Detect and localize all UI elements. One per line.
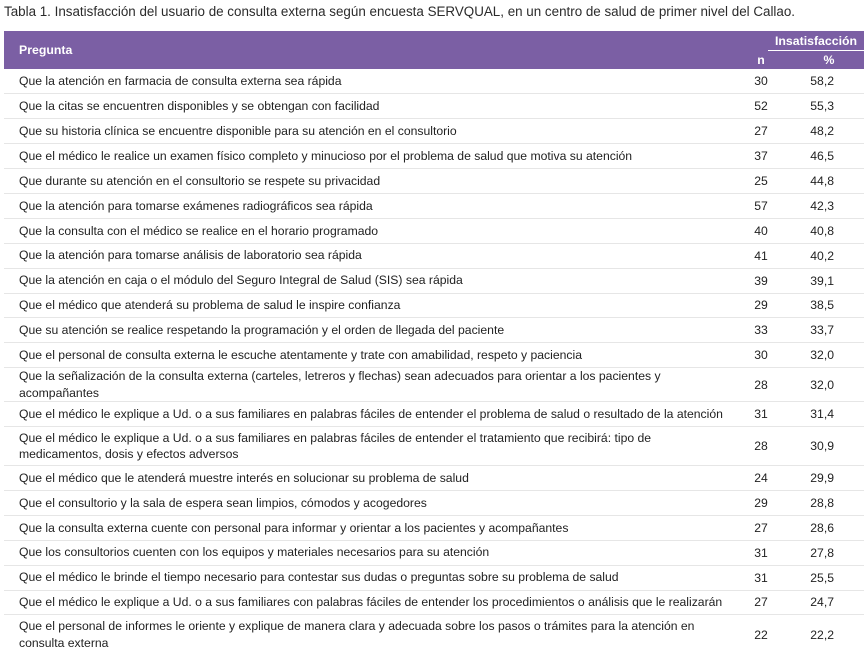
percent-cell: 58,2 bbox=[794, 69, 864, 94]
n-cell: 30 bbox=[728, 343, 794, 368]
percent-cell: 27,8 bbox=[794, 540, 864, 565]
table-row bbox=[4, 69, 864, 94]
percent-cell: 32,0 bbox=[794, 368, 864, 402]
table-row bbox=[4, 402, 864, 427]
question-cell: Que la atención en caja o el módulo del Seguro Integral de Salud (SIS) sea rápida bbox=[4, 268, 728, 293]
percent-cell: 25,5 bbox=[794, 565, 864, 590]
n-cell: 31 bbox=[728, 402, 794, 427]
table-row bbox=[4, 268, 864, 293]
table-row bbox=[4, 466, 864, 491]
percent-cell: 39,1 bbox=[794, 268, 864, 293]
question-cell: Que la atención en farmacia de consulta externa sea rápida bbox=[4, 69, 728, 94]
table-header bbox=[4, 31, 864, 69]
table-row bbox=[4, 490, 864, 515]
n-cell: 28 bbox=[728, 427, 794, 466]
n-cell: 24 bbox=[728, 466, 794, 491]
table-row bbox=[4, 540, 864, 565]
question-cell: Que la atención para tomarse exámenes radiográficos sea rápida bbox=[4, 193, 728, 218]
percent-cell: 28,6 bbox=[794, 515, 864, 540]
percent-cell: 42,3 bbox=[794, 193, 864, 218]
n-cell: 39 bbox=[728, 268, 794, 293]
question-cell: Que la consulta externa cuente con personal para informar y orientar a los pacientes y acompañantes bbox=[4, 515, 728, 540]
question-cell: Que su historia clínica se encuentre disponible para su atención en el consultorio bbox=[4, 119, 728, 144]
question-cell: Que el médico le explique a Ud. o a sus familiares con palabras fáciles de entender los procedimientos o análisis que le realizarán bbox=[4, 590, 728, 615]
question-cell: Que el personal de informes le oriente y explique de manera clara y adecuada sobre los pasos o trámites para la atención en consulta externa bbox=[19, 619, 695, 650]
header-n: n bbox=[728, 51, 794, 69]
n-cell: 30 bbox=[728, 69, 794, 94]
table-row bbox=[4, 94, 864, 119]
n-cell: 25 bbox=[728, 169, 794, 194]
table-row bbox=[4, 427, 864, 466]
table-row bbox=[4, 193, 864, 218]
table-row bbox=[4, 119, 864, 144]
table-body bbox=[4, 69, 864, 654]
n-cell: 37 bbox=[728, 144, 794, 169]
dissatisfaction-table bbox=[4, 31, 864, 654]
table-row bbox=[4, 343, 864, 368]
header-pregunta: Pregunta bbox=[4, 31, 728, 69]
n-cell: 52 bbox=[728, 94, 794, 119]
question-cell: Que su atención se realice respetando la programación y el orden de llegada del paciente bbox=[4, 318, 728, 343]
header-insatisfaccion-label: Insatisfacción bbox=[768, 34, 864, 51]
table-row bbox=[4, 565, 864, 590]
n-cell: 28 bbox=[728, 368, 794, 402]
table-row bbox=[4, 218, 864, 243]
n-cell: 27 bbox=[728, 515, 794, 540]
question-cell: Que la citas se encuentren disponibles y se obtengan con facilidad bbox=[4, 94, 728, 119]
percent-cell: 38,5 bbox=[794, 293, 864, 318]
question-cell: Que la señalización de la consulta externa (carteles, letreros y flechas) sean adecuados para orientar a los pacientes y acompañantes bbox=[4, 368, 728, 402]
percent-cell: 30,9 bbox=[794, 427, 864, 466]
percent-cell: 46,5 bbox=[794, 144, 864, 169]
table-caption: Tabla 1. Insatisfacción del usuario de consulta externa según encuesta SERVQUAL, en un centro de salud de primer nivel del Callao. bbox=[4, 4, 796, 19]
n-cell: 31 bbox=[728, 540, 794, 565]
header-pct: % bbox=[794, 51, 864, 69]
question-cell: Que durante su atención en el consultorio se respete su privacidad bbox=[4, 169, 728, 194]
table-row bbox=[4, 293, 864, 318]
n-cell: 29 bbox=[728, 293, 794, 318]
table-row bbox=[4, 515, 864, 540]
n-cell: 40 bbox=[728, 218, 794, 243]
percent-cell: 33,7 bbox=[794, 318, 864, 343]
n-cell: 27 bbox=[728, 119, 794, 144]
question-cell: Que el consultorio y la sala de espera sean limpios, cómodos y acogedores bbox=[4, 490, 728, 515]
n-cell: 27 bbox=[728, 590, 794, 615]
question-cell: Que el personal de consulta externa le escuche atentamente y trate con amabilidad, respeto y paciencia bbox=[4, 343, 728, 368]
question-cell: Que el médico le explique a Ud. o a sus familiares en palabras fáciles de entender el problema de salud o resultado de la atención bbox=[4, 402, 728, 427]
table-row bbox=[4, 368, 864, 402]
percent-cell: 55,3 bbox=[794, 94, 864, 119]
n-cell: 41 bbox=[728, 243, 794, 268]
n-cell: 22 bbox=[754, 627, 768, 642]
percent-cell: 28,8 bbox=[794, 490, 864, 515]
table-row bbox=[4, 144, 864, 169]
question-cell: Que el médico le brinde el tiempo necesario para contestar sus dudas o preguntas sobre su problema de salud bbox=[4, 565, 728, 590]
question-cell: Que el médico le explique a Ud. o a sus familiares en palabras fáciles de entender el tratamiento que recibirá: tipo de medicamentos, dosis y efectos adversos bbox=[4, 427, 728, 466]
question-cell: Que los consultorios cuenten con los equipos y materiales necesarios para su atención bbox=[4, 540, 728, 565]
percent-cell: 24,7 bbox=[794, 590, 864, 615]
n-cell: 29 bbox=[728, 490, 794, 515]
n-cell: 31 bbox=[728, 565, 794, 590]
percent-cell: 40,2 bbox=[794, 243, 864, 268]
percent-cell: 40,8 bbox=[794, 218, 864, 243]
header-insatisfaccion bbox=[728, 31, 864, 51]
question-cell: Que el médico que le atenderá muestre interés en solucionar su problema de salud bbox=[4, 466, 728, 491]
question-cell: Que la consulta con el médico se realice en el horario programado bbox=[4, 218, 728, 243]
percent-cell: 48,2 bbox=[794, 119, 864, 144]
table-row bbox=[4, 590, 864, 615]
percent-cell: 44,8 bbox=[794, 169, 864, 194]
table-row bbox=[4, 243, 864, 268]
question-cell: Que el médico le realice un examen físico completo y minucioso por el problema de salud que motiva su atención bbox=[4, 144, 728, 169]
percent-cell: 22,2 bbox=[810, 627, 835, 642]
table-row bbox=[4, 615, 864, 654]
percent-cell: 31,4 bbox=[794, 402, 864, 427]
percent-cell: 29,9 bbox=[794, 466, 864, 491]
n-cell: 57 bbox=[728, 193, 794, 218]
question-cell: Que la atención para tomarse análisis de laboratorio sea rápida bbox=[4, 243, 728, 268]
table-row bbox=[4, 318, 864, 343]
percent-cell: 32,0 bbox=[794, 343, 864, 368]
question-cell: Que el médico que atenderá su problema de salud le inspire confianza bbox=[4, 293, 728, 318]
table-row bbox=[4, 169, 864, 194]
n-cell: 33 bbox=[728, 318, 794, 343]
